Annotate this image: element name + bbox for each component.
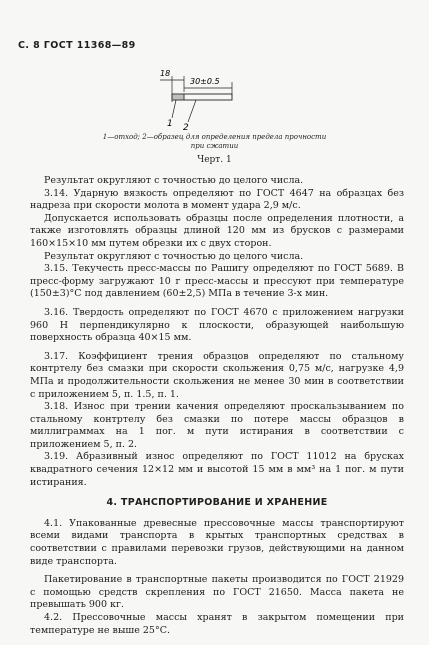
paragraph: Результат округляют с точностью до целого числа. <box>44 250 304 262</box>
paragraph: 3.17. Коэффициент трения образцов определяют по стальному контртелу без смазки при скорости скольжения 0,75 м/с, нагрузке 4,9 МПа и продолжительности скольжения не менее 30 мин в соответствии с приложением 5, п. 1.5, п. 1. <box>30 350 404 400</box>
paragraph: Пакетирование в транспортные пакеты производится по ГОСТ 21929 с помощью средств скрепления по ГОСТ 21650. Масса пакета не превышать 900 кг. <box>30 574 404 611</box>
leader-2 <box>188 100 196 122</box>
paragraph: 3.16. Твердость определяют по ГОСТ 4670 с приложением нагрузки 960 Н перпендикулярно к плоскости, образующей наибольшую поверхность образца 40×15 мм. <box>30 306 404 344</box>
caption-line-2: при сжатии <box>190 142 239 150</box>
paragraph: 3.14. Ударную вязкость определяют по ГОСТ 4647 на образцах без надреза при скорости молота в момент удара 2,9 м/с. <box>30 187 404 212</box>
figure-title: Черт. 1 <box>197 155 232 165</box>
dim-label-left: 18 <box>160 69 171 78</box>
document-body <box>30 175 404 637</box>
paragraph: 3.19. Абразивный износ определяют по ГОСТ 11012 на брусках квадратного сечения 12×12 мм и высотой 15 мм в мм³ на 1 пог. м пути истирания. <box>30 451 404 488</box>
paragraph: 4.2. Прессовочные массы хранят в закрытом помещении при температуре не выше 25°С. <box>30 612 404 636</box>
page-header: С. 8 ГОСТ 11368—89 <box>18 40 136 51</box>
section-title: 4. ТРАНСПОРТИРОВАНИЕ И ХРАНЕНИЕ <box>106 497 328 509</box>
leader-1 <box>172 100 176 118</box>
paragraph: Результат округляют с точностью до целого числа. <box>44 175 304 186</box>
paragraph: 3.18. Износ при трении качения определяют проскальзыванием по стальному контртелу без смазки по потере массы образцов в миллиграммах на 1 пог. м пути истирания в соответствии с приложением 5, п. 2. <box>30 401 404 450</box>
caption-line-1: 1—отход; 2—образец для определения предела прочности <box>102 133 327 141</box>
paragraph: 4.1. Упакованные древесные прессовочные массы транспортируют всеми видами транспорта в крытых транспортных средствах в соответствии с правилами перевозки грузов, действующими на данном виде транспорта. <box>30 517 404 567</box>
figure-caption <box>0 133 429 151</box>
paragraph: 3.15. Текучесть пресс-массы по Рашигу определяют по ГОСТ 5689. В пресс-форму загружают 10 г пресс-массы и прессуют при температуре (150±3)°С под давлением (60±2,5) МПа в течение 3-х мин. <box>30 263 404 300</box>
paragraph: Допускается использовать образцы после определения плотности, а также изготовлять образцы длиной 120 мм из брусков с размерами 160×15×10 мм путем обрезки их с двух сторон. <box>30 212 404 249</box>
dim-label-right: 30±0.5 <box>190 77 220 86</box>
label-1: 1 <box>167 119 173 129</box>
label-2: 2 <box>183 123 189 133</box>
waste-hatch <box>172 94 184 100</box>
